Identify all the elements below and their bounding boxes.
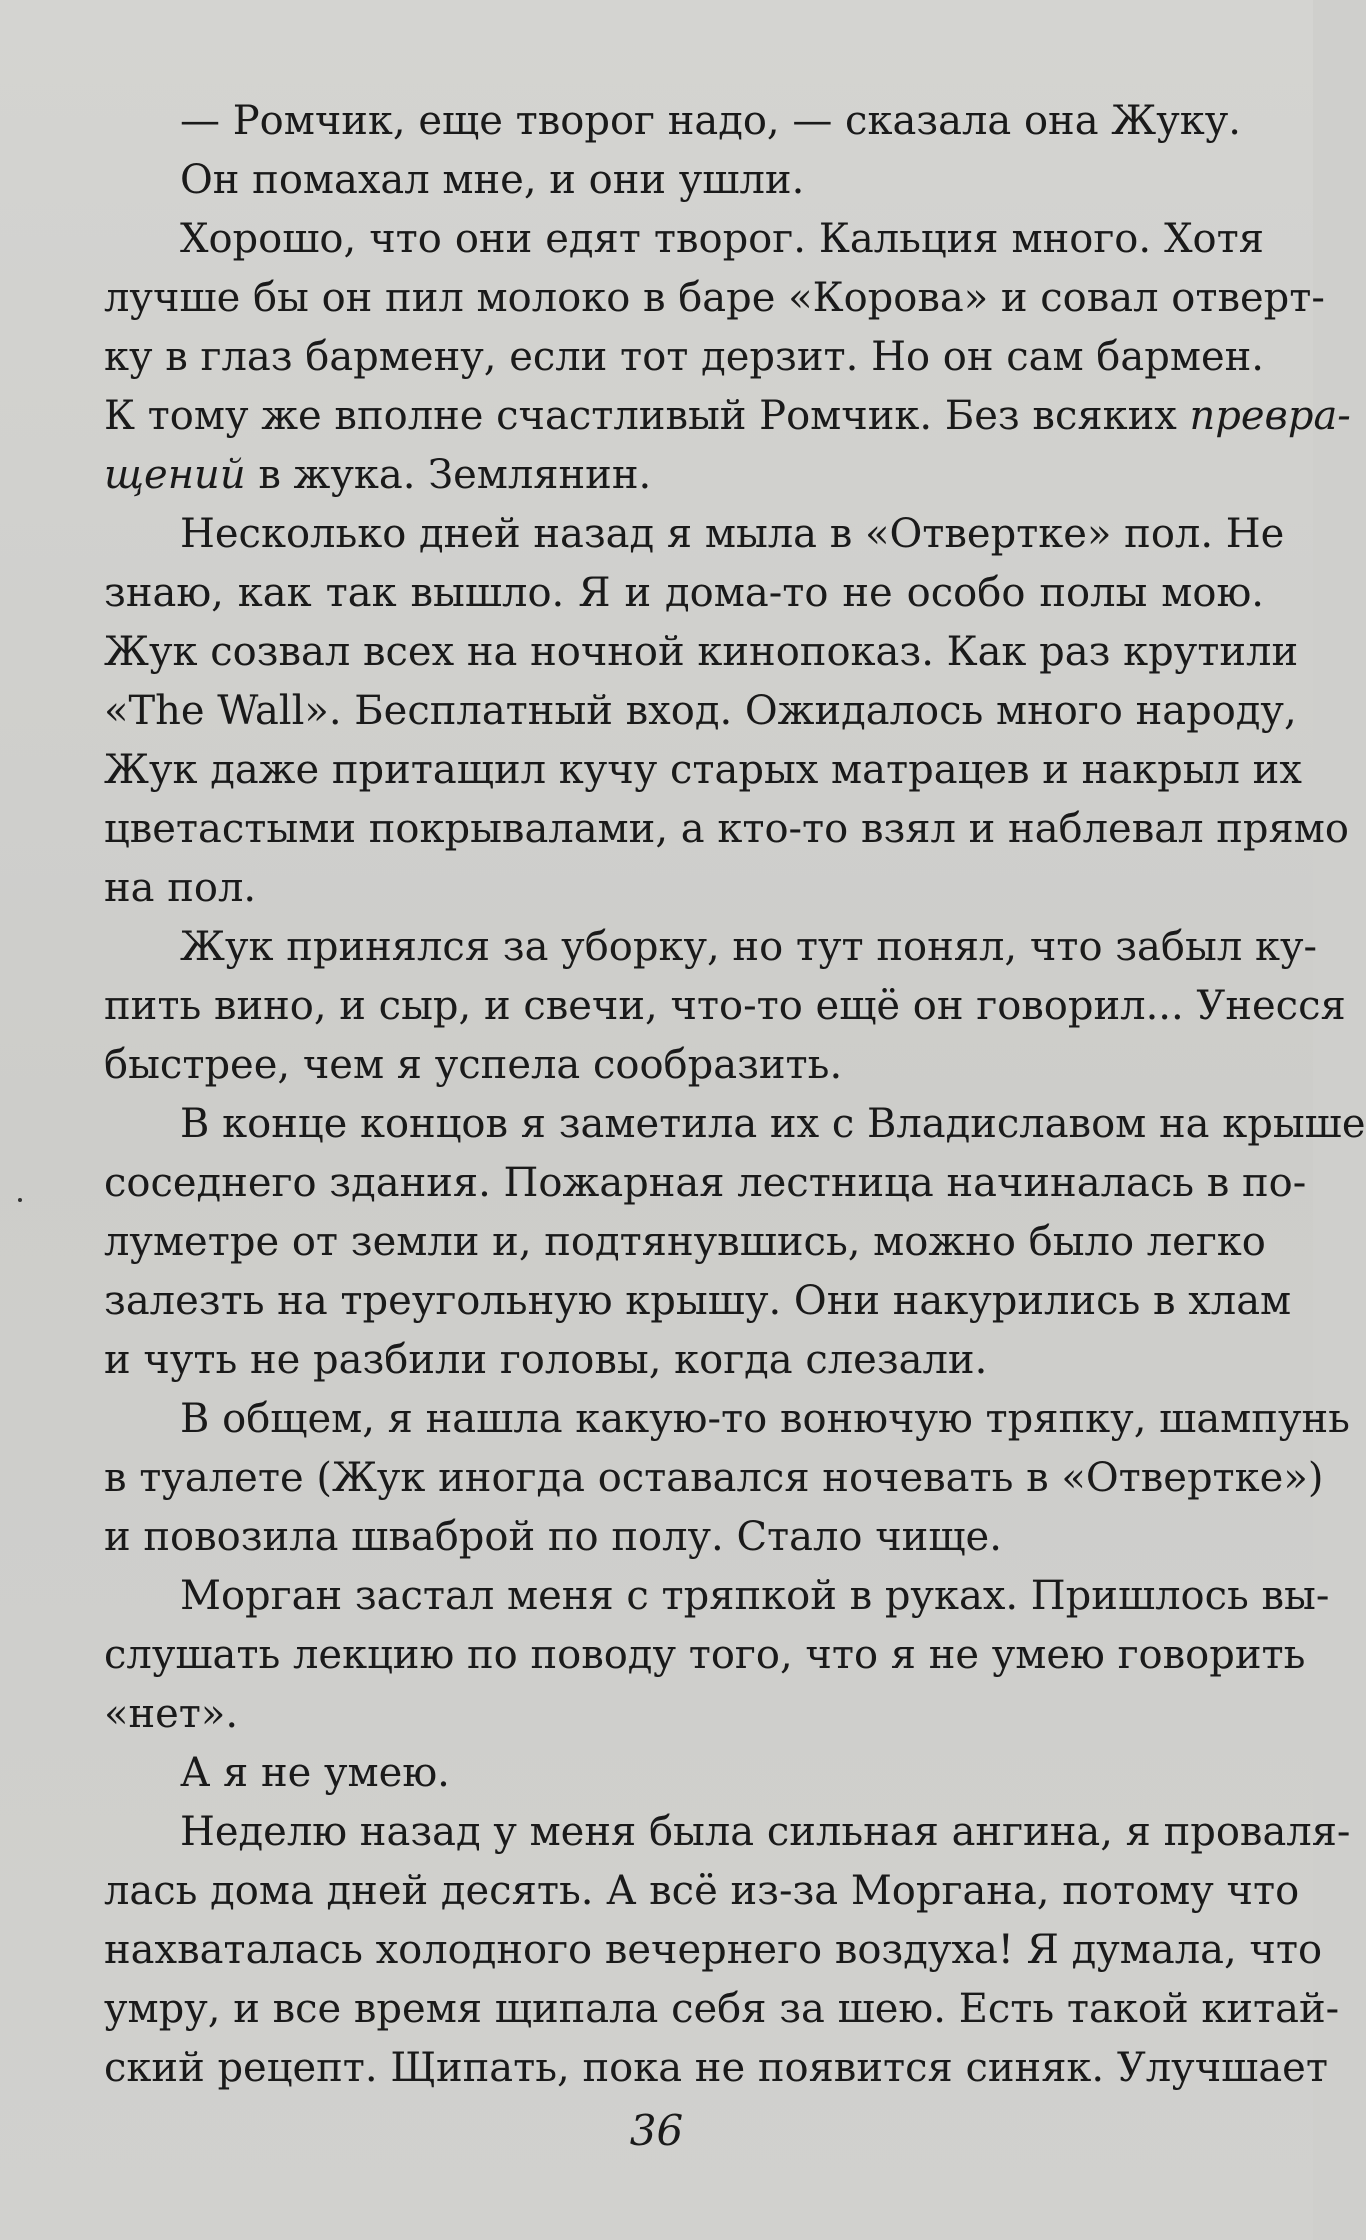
text-line: Несколько дней назад я мыла в «Отвертке» пол. Не <box>180 511 1285 557</box>
text-line: Жук даже притащил кучу старых матрацев и накрыл их <box>104 747 1302 793</box>
paragraph <box>104 1095 1366 1390</box>
text-line: нахваталась холодного вечернего воздуха! Я думала, что <box>104 1927 1323 1973</box>
text-line: цветастыми покрывалами, а кто-то взял и наблевал прямо <box>104 806 1349 852</box>
text-line: залезть на треугольную крышу. Они накурились в хлам <box>104 1278 1292 1324</box>
paragraph <box>104 1803 1351 2098</box>
paragraph <box>104 1567 1330 1744</box>
text-line: на пол. <box>104 865 257 911</box>
text-line: Морган застал меня с тряпкой в руках. Пришлось вы- <box>180 1573 1330 1619</box>
text-line: В конце концов я заметила их с Владиславом на крыше <box>180 1101 1366 1147</box>
text-line: и чуть не разбили головы, когда слезали. <box>104 1337 988 1383</box>
text-line: лась дома дней десять. А всё из-за Моргана, потому что <box>104 1868 1300 1914</box>
text-line: Неделю назад у меня была сильная ангина, я проваля- <box>180 1809 1351 1855</box>
text-line: знаю, как так вышло. Я и дома-то не особо полы мою. <box>104 570 1264 616</box>
text-line: Хорошо, что они едят творог. Кальция много. Хотя <box>180 216 1264 262</box>
italic-word: превра- <box>1189 393 1351 439</box>
text-line: «The Wall». Бесплатный вход. Ожидалось много народу, <box>104 688 1297 734</box>
page-number: 36 <box>629 2106 684 2155</box>
text-line: — Ромчик, еще творог надо, — сказала она Жуку. <box>180 98 1241 144</box>
text-line: ский рецепт. Щипать, пока не появится синяк. Улучшает <box>104 2045 1328 2091</box>
paragraph <box>104 92 1264 151</box>
paragraph <box>104 1390 1350 1567</box>
text-line: в туалете (Жук иногда оставался ночевать в «Отвертке») <box>104 1455 1324 1501</box>
text-line: В общем, я нашла какую-то вонючую тряпку, шампунь <box>180 1396 1350 1442</box>
text-line: и повозила шваброй по полу. Стало чище. <box>104 1514 1002 1560</box>
text-line: умру, и все время щипала себя за шею. Есть такой китай- <box>104 1986 1340 2032</box>
text-segment: К тому же вполне счастливый Ромчик. Без всяких <box>104 393 1177 439</box>
italic-word: щений <box>104 452 246 498</box>
paragraph <box>104 210 1351 505</box>
text-segment: в жука. Землянин. <box>258 452 652 498</box>
page-text <box>104 92 1366 2098</box>
paragraph <box>104 505 1349 918</box>
text-line: пить вино, и сыр, и свечи, что-то ещё он говорил... Унесся <box>104 983 1346 1029</box>
paragraph <box>104 151 1264 210</box>
text-line: луметре от земли и, подтянувшись, можно было легко <box>104 1219 1266 1265</box>
paragraph <box>104 918 1346 1095</box>
text-line: соседнего здания. Пожарная лестница начиналась в по- <box>104 1160 1307 1206</box>
text-line: лучше бы он пил молоко в баре «Корова» и совал отверт- <box>104 275 1325 321</box>
paragraph <box>104 1744 1264 1803</box>
text-line: быстрее, чем я успела сообразить. <box>104 1042 843 1088</box>
text-line: «нет». <box>104 1691 239 1737</box>
text-line: Жук принялся за уборку, но тут понял, что забыл ку- <box>180 924 1317 970</box>
text-line <box>104 446 1264 505</box>
text-line: слушать лекцию по поводу того, что я не умею говорить <box>104 1632 1306 1678</box>
text-line: А я не умею. <box>180 1750 450 1796</box>
print-speck <box>18 1198 22 1202</box>
text-line <box>104 387 1351 446</box>
text-line: Жук созвал всех на ночной кинопоказ. Как раз крутили <box>104 629 1299 675</box>
text-line: Он помахал мне, и они ушли. <box>180 157 805 203</box>
text-line: ку в глаз бармену, если тот дерзит. Но он сам бармен. <box>104 334 1264 380</box>
